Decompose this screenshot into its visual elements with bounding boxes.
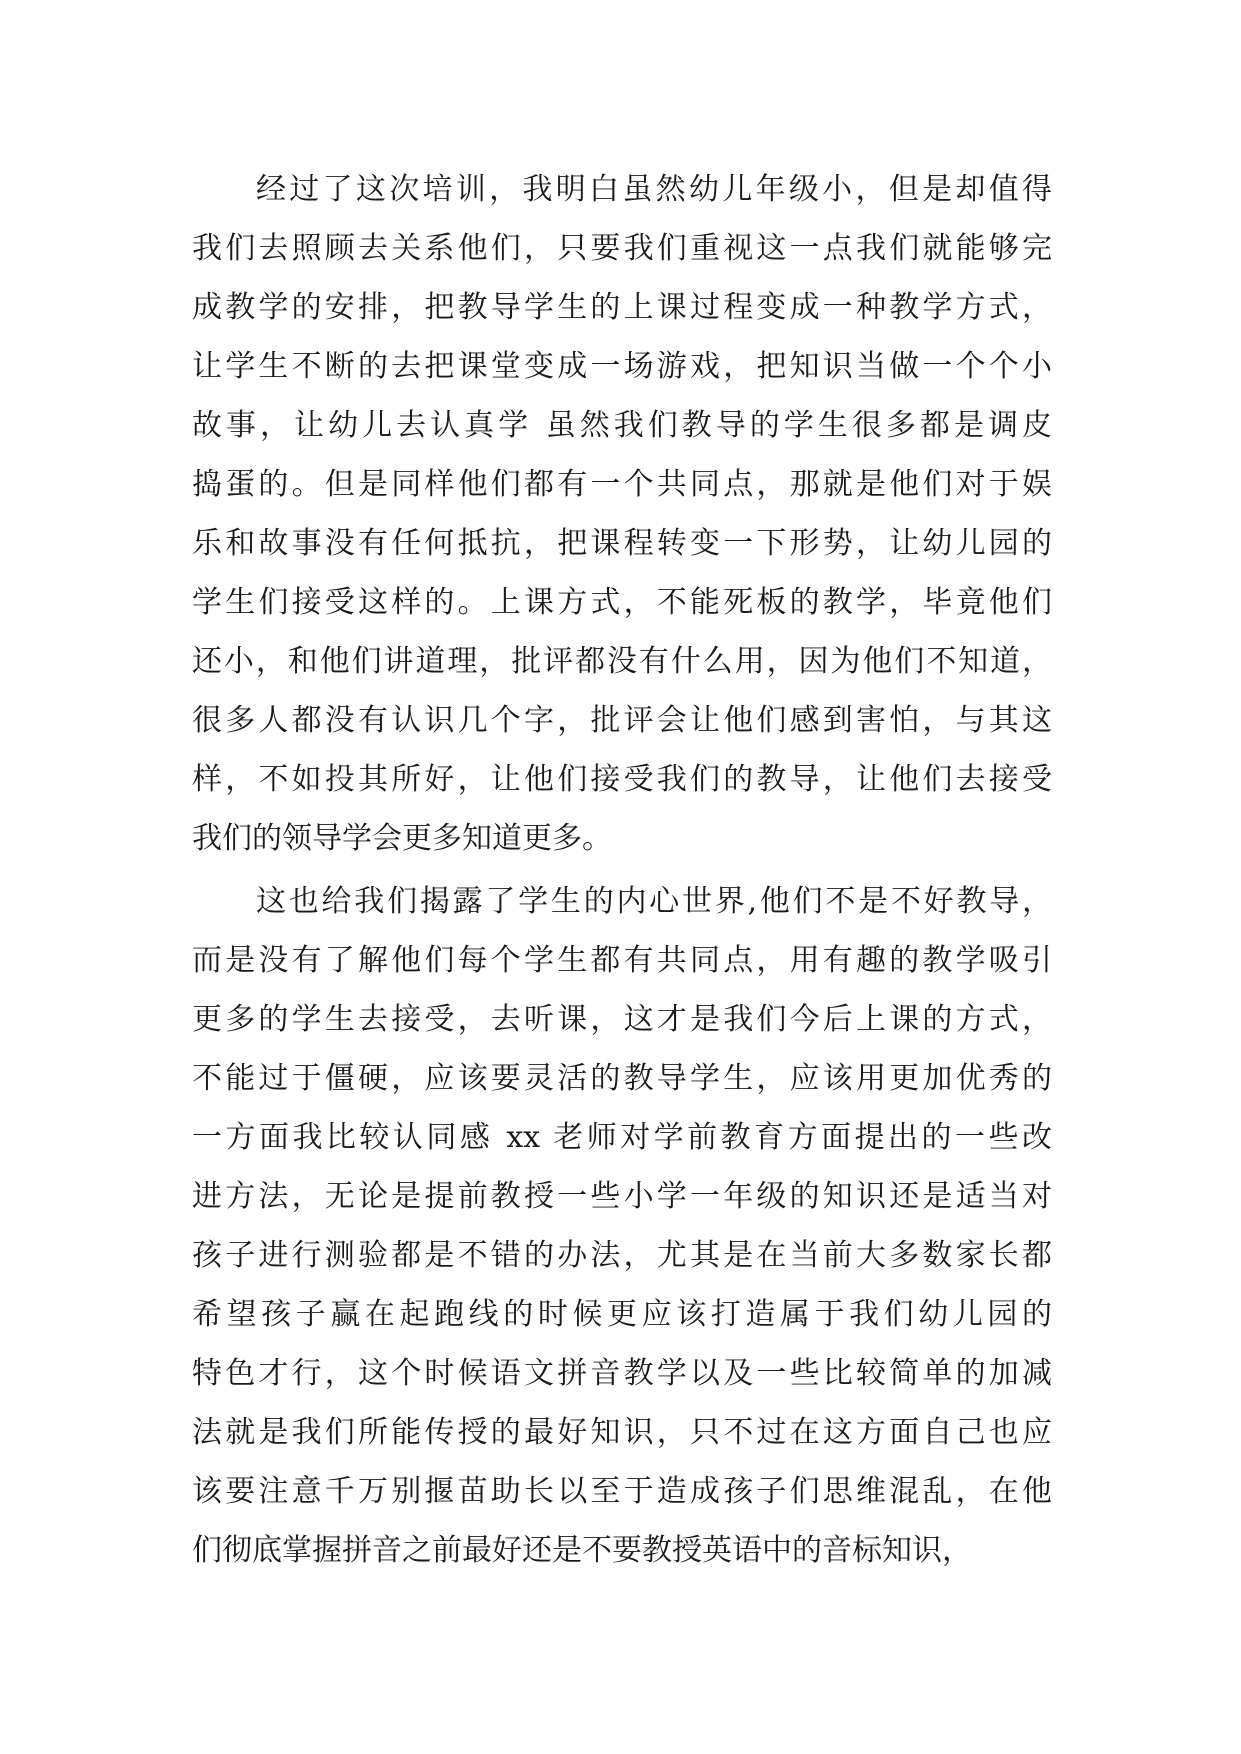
paragraph-line: 故事，让幼儿去认真学 虽然我们教导的学生很多都是调皮 xyxy=(192,408,1052,443)
paragraph-line: 很多人都没有认识几个字，批评会让他们感到害怕，与其这 xyxy=(192,703,1052,738)
paragraph-line: 学生们接受这样的。上课方式，不能死板的教学，毕竟他们 xyxy=(192,585,1052,620)
paragraph-line: 希望孩子赢在起跑线的时候更应该打造属于我们幼儿园的 xyxy=(192,1297,1052,1332)
paragraph-line: 不能过于僵硬，应该要灵活的教导学生，应该用更加优秀的 xyxy=(192,1061,1052,1096)
paragraph-line: 孩子进行测验都是不错的办法，尤其是在当前大多数家长都 xyxy=(192,1238,1052,1273)
paragraph-line: 乐和故事没有任何抵抗，把课程转变一下形势，让幼儿园的 xyxy=(192,526,1052,561)
paragraph-line: 我们的领导学会更多知道更多。 xyxy=(192,821,612,856)
paragraph-line: 经过了这次培训，我明白虽然幼儿年级小，但是却值得 xyxy=(256,172,1052,207)
paragraph-line: 更多的学生去接受，去听课，这才是我们今后上课的方式， xyxy=(192,1002,1052,1037)
paragraph-line: 捣蛋的。但是同样他们都有一个共同点，那就是他们对于娱 xyxy=(192,467,1052,502)
paragraph-line: 一方面我比较认同感 xx 老师对学前教育方面提出的一些改 xyxy=(192,1120,1052,1155)
document-body xyxy=(192,160,1052,1580)
paragraph-line: 该要注意千万别揠苗助长以至于造成孩子们思维混乱，在他 xyxy=(192,1474,1052,1509)
paragraph-line: 进方法，无论是提前教授一些小学一年级的知识还是适当对 xyxy=(192,1179,1052,1214)
paragraph-1 xyxy=(192,160,1052,868)
paragraph-line: 而是没有了解他们每个学生都有共同点，用有趣的教学吸引 xyxy=(192,943,1052,978)
paragraph-line: 这也给我们揭露了学生的内心世界,他们不是不好教导， xyxy=(256,884,1052,919)
paragraph-line: 样，不如投其所好，让他们接受我们的教导，让他们去接受 xyxy=(192,762,1052,797)
paragraph-line: 成教学的安排，把教导学生的上课过程变成一种教学方式， xyxy=(192,290,1052,325)
paragraph-2 xyxy=(192,872,1052,1580)
paragraph-line: 们彻底掌握拼音之前最好还是不要教授英语中的音标知识， xyxy=(192,1533,972,1568)
paragraph-line: 让学生不断的去把课堂变成一场游戏，把知识当做一个个小 xyxy=(192,349,1052,384)
paragraph-line: 我们去照顾去关系他们，只要我们重视这一点我们就能够完 xyxy=(192,231,1052,266)
paragraph-line: 法就是我们所能传授的最好知识，只不过在这方面自己也应 xyxy=(192,1415,1052,1450)
paragraph-line: 还小，和他们讲道理，批评都没有什么用，因为他们不知道， xyxy=(192,644,1052,679)
paragraph-line: 特色才行，这个时候语文拼音教学以及一些比较简单的加减 xyxy=(192,1356,1052,1391)
